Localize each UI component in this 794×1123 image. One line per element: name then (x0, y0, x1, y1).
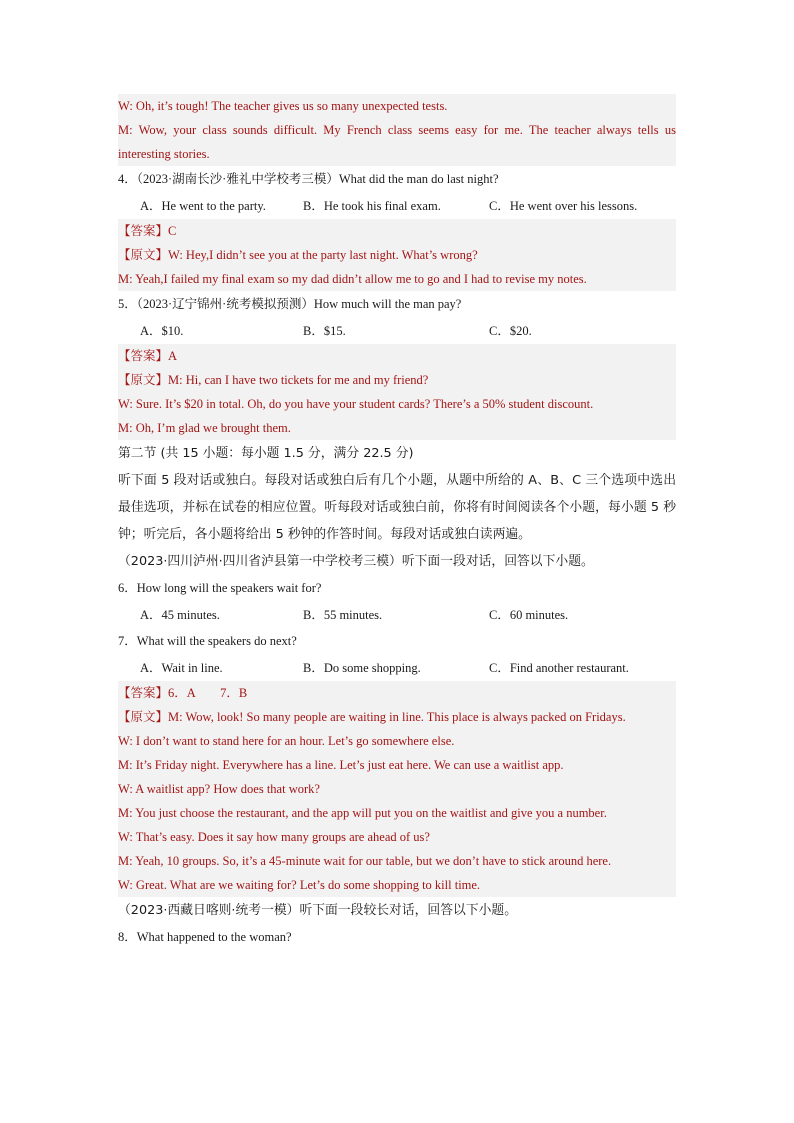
option-b: B．He took his final exam. (303, 198, 441, 213)
document-page (118, 94, 676, 951)
transcript-line: 【原文】M: Wow, look! So many people are waiting in line. This place is always packed on Fridays. (118, 710, 626, 724)
question-7-options (118, 655, 676, 682)
question-6: 6．How long will the speakers wait for? (118, 581, 322, 595)
option-c: C．$20. (489, 323, 532, 338)
answer-block-4 (118, 219, 676, 291)
option-b: B．Do some shopping. (303, 660, 421, 675)
option-c: C．Find another restaurant. (489, 660, 629, 675)
option-c: C．He went over his lessons. (489, 198, 638, 213)
answer-label: 【答案】6．A 7．B (118, 686, 248, 700)
question-5-options (118, 318, 676, 345)
option-b: B．$15. (303, 323, 346, 338)
question-4-options (118, 193, 676, 220)
option-a: A．$10. (140, 323, 184, 338)
transcript-line: W: Great. What are we waiting for? Let’s do some shopping to kill time. (118, 878, 481, 892)
transcript-line: M: Oh, I’m glad we brought them. (118, 421, 291, 435)
transcript-line: M: Yeah,I failed my final exam so my dad didn’t allow me to go and I had to revise my notes. (118, 272, 587, 286)
transcript-line: M: Wow, your class sounds difficult. My French class seems easy for me. The teacher always tells us interesting stories. (118, 123, 676, 161)
transcript-line: M: You just choose the restaurant, and the app will put you on the waitlist and give you a number. (118, 806, 607, 820)
transcript-line: M: Yeah, 10 groups. So, it’s a 45-minute wait for our table, but we don’t have to stick around here. (118, 854, 612, 868)
option-b: B．55 minutes. (303, 607, 383, 622)
question-4: 4．（2023·湖南长沙·雅礼中学校考三模）What did the man do last night? (118, 172, 499, 186)
transcript-line: W: I don’t want to stand here for an hour. Let’s go somewhere else. (118, 734, 455, 748)
transcript-line: M: It’s Friday night. Everywhere has a line. Let’s just eat here. We can use a waitlist app. (118, 758, 564, 772)
option-a: A．He went to the party. (140, 198, 266, 213)
transcript-line: 【原文】W: Hey,I didn’t see you at the party last night. What’s wrong? (118, 248, 478, 262)
transcript-line: W: Sure. It’s $20 in total. Oh, do you have your student cards? There’s a 50% student discount. (118, 397, 594, 411)
answer-label: 【答案】A (118, 349, 178, 363)
question-5: 5．（2023·辽宁锦州·统考模拟预测）How much will the man pay? (118, 297, 462, 311)
transcript-line: W: Oh, it’s tough! The teacher gives us so many unexpected tests. (118, 99, 448, 113)
answer-block-6-7 (118, 681, 676, 897)
dialogue-intro: （2023·西藏日喀则·统考一模）听下面一段较长对话，回答以下小题。 (118, 903, 518, 918)
question-7: 7．What will the speakers do next? (118, 634, 297, 648)
option-c: C．60 minutes. (489, 607, 569, 622)
answer-block-5 (118, 344, 676, 440)
question-6-options (118, 602, 676, 629)
section-heading: 第二节 (共 15 小题：每小题 1.5 分，满分 22.5 分) (118, 446, 414, 461)
option-a: A．Wait in line. (140, 660, 223, 675)
transcript-line: W: A waitlist app? How does that work? (118, 782, 320, 796)
transcript-line: 【原文】M: Hi, can I have two tickets for me and my friend? (118, 373, 429, 387)
dialogue-intro: （2023·四川泸州·四川省泸县第一中学校考三模）听下面一段对话，回答以下小题。 (118, 554, 594, 569)
option-a: A．45 minutes. (140, 607, 220, 622)
question-8: 8．What happened to the woman? (118, 930, 292, 944)
section-instruction: 听下面 5 段对话或独白。每段对话或独白后有几个小题，从题中所给的 A、B、C 三个选项中选出最佳选项，并标在试卷的相应位置。听每段对话或独白前，你将有时间阅读各个小题，每小题 5 秒钟；听完后，各小题将给出 5 秒钟的作答时间。每段对话或独白读两遍。 (118, 473, 676, 542)
transcript-block-top (118, 94, 676, 166)
transcript-line: W: That’s easy. Does it say how many groups are ahead of us? (118, 830, 430, 844)
answer-label: 【答案】C (118, 224, 177, 238)
